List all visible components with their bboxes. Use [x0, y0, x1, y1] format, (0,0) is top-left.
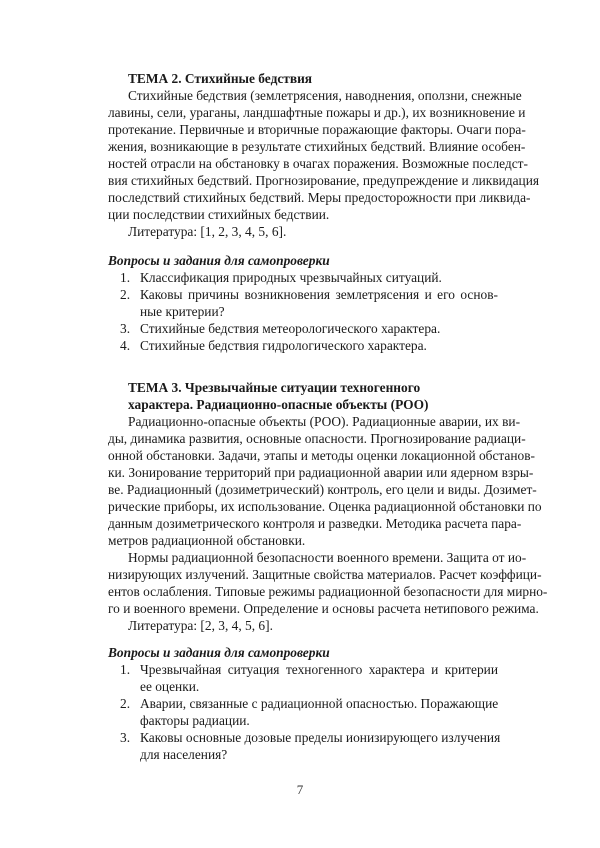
question-line: Каковы причины возникновения землетрясения и его основ-	[140, 287, 498, 302]
topic2-para-line: ции последствии стихийных бедствии.	[108, 207, 330, 222]
question-line: для населения?	[140, 747, 228, 762]
topic3-para1-line: метров радиационной обстановки.	[108, 533, 306, 548]
topic3-para2-line: го и военного времени. Определение и основы расчета нетипового режима.	[108, 601, 539, 616]
topic3-para1-line: данным дозиметрического контроля и разведки. Методика расчета пара-	[108, 516, 522, 531]
question-line: Классификация природных чрезвычайных ситуаций.	[140, 270, 442, 285]
question-line: Чрезвычайная ситуация техногенного характера и критерии	[140, 662, 498, 677]
page-number: 7	[296, 782, 304, 797]
topic3-para2-line: ентов ослабления. Типовые режимы радиационной безопасности для мирно-	[108, 584, 548, 599]
topic3-para1-line: рические приборы, их использование. Оценка радиационной обстановки по	[108, 499, 542, 514]
topic2-para-line: ностей отрасли на обстановку в очагах поражения. Возможные последст-	[108, 156, 528, 171]
question-number: 2.	[120, 696, 131, 711]
topic3-para1-line: ды, динамика развития, основные опасности. Прогнозирование радиаци-	[108, 431, 526, 446]
topic3-para1-line: ве. Радиационный (дозиметрический) контроль, его цели и виды. Дозимет-	[108, 482, 537, 497]
topic3-para1-line: Радиационно-опасные объекты (РОО). Радиационные аварии, их ви-	[128, 414, 521, 429]
topic3-questions-title: Вопросы и задания для самопроверки	[108, 645, 330, 660]
question-number: 2.	[120, 287, 131, 302]
question-line: ее оценки.	[140, 679, 200, 694]
topic2-para-line: вия стихийных бедствий. Прогнозирование, предупреждение и ликвидация	[108, 173, 540, 188]
topic2-para-line: лавины, сели, ураганы, ландшафтные пожары и др.), их возникновение и	[108, 105, 526, 120]
question-line: Аварии, связанные с радиационной опасностью. Поражающие	[140, 696, 499, 711]
topic3-para1-line: ки. Зонирование территорий при радиационной аварии или ядерном взры-	[108, 465, 534, 480]
topic2-para-line: жения, возникающие в результате стихийных бедствий. Влияние особен-	[108, 139, 526, 154]
topic3-title-line1: ТЕМА 3. Чрезвычайные ситуации техногенного	[128, 380, 421, 395]
topic3-para2-line: низирующих излучений. Защитные свойства материалов. Расчет коэффици-	[108, 567, 542, 582]
topic2-title: ТЕМА 2. Стихийные бедствия	[128, 71, 313, 86]
topic2-literature: Литература: [1, 2, 3, 4, 5, 6].	[128, 224, 287, 239]
topic2-para-line: последствий стихийных бедствий. Меры предосторожности при ликвида-	[108, 190, 531, 205]
topic3-literature: Литература: [2, 3, 4, 5, 6].	[128, 618, 273, 633]
question-number: 4.	[120, 338, 131, 353]
topic3-para2-line: Нормы радиационной безопасности военного времени. Защита от ио-	[128, 550, 527, 565]
question-line: факторы радиации.	[140, 713, 250, 728]
question-line: Каковы основные дозовые пределы ионизирующего излучения	[140, 730, 501, 745]
question-line: Стихийные бедствия гидрологического характера.	[140, 338, 427, 353]
question-number: 3.	[120, 730, 131, 745]
question-number: 3.	[120, 321, 131, 336]
topic3-para1-line: онной обстановки. Задачи, этапы и методы оценки локационной обстанов-	[108, 448, 536, 463]
question-line: ные критерии?	[140, 304, 225, 319]
question-number: 1.	[120, 662, 131, 677]
topic3-title-line2: характера. Радиационно-опасные объекты (РОО)	[128, 397, 429, 412]
topic2-questions-title: Вопросы и задания для самопроверки	[108, 253, 330, 268]
question-number: 1.	[120, 270, 131, 285]
topic2-para-line: Стихийные бедствия (землетрясения, наводнения, оползни, снежные	[128, 88, 522, 103]
question-line: Стихийные бедствия метеорологического характера.	[140, 321, 441, 336]
topic2-para-line: протекание. Первичные и вторичные поражающие факторы. Очаги пора-	[108, 122, 526, 137]
